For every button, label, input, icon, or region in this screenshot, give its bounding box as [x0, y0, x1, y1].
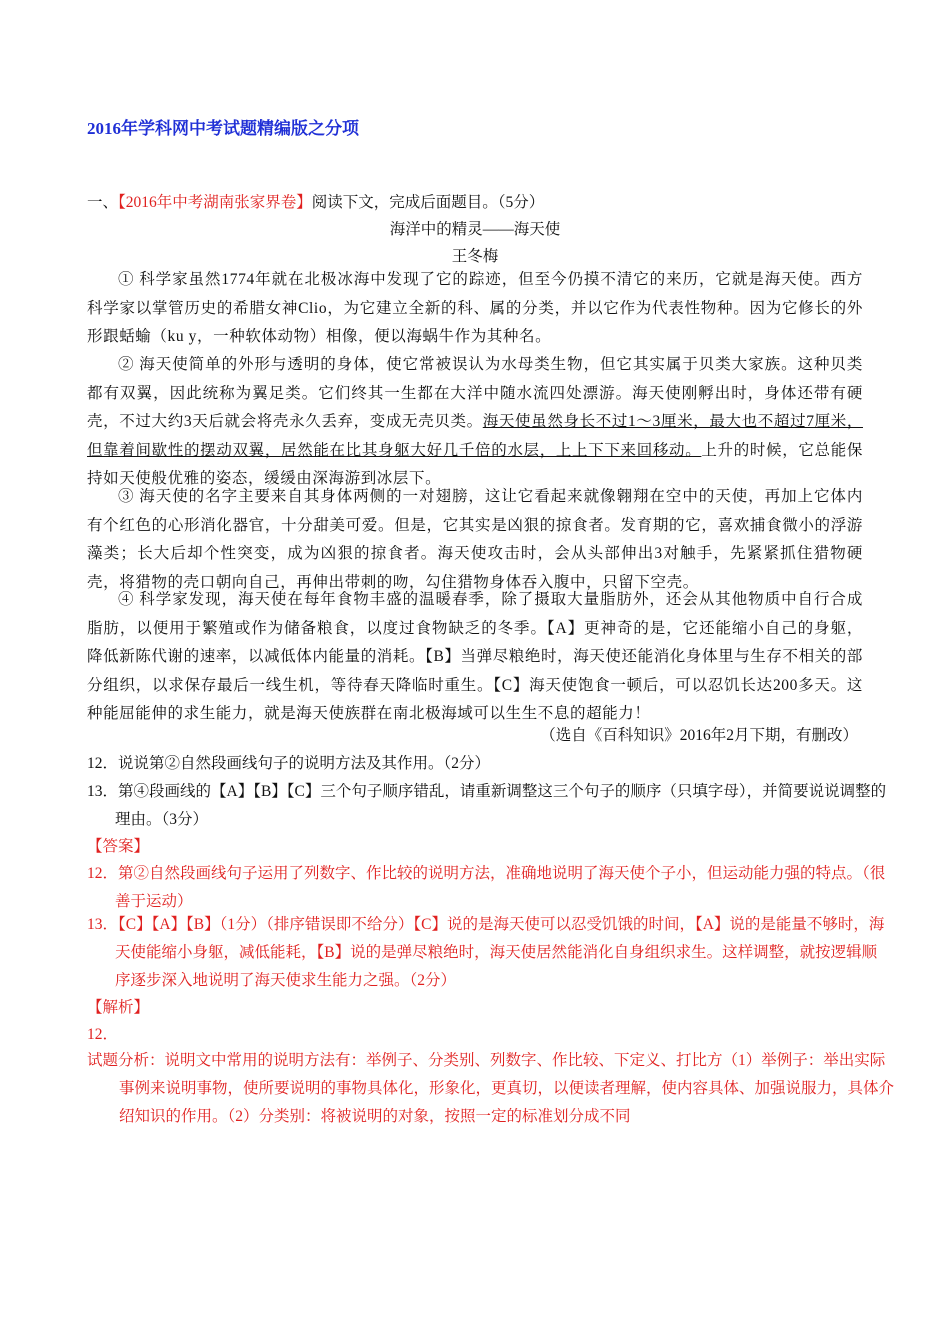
article-source-note: （选自《百科知识》2016年2月下期，有删改） [540, 727, 858, 744]
article-author: 王冬梅 [451, 248, 499, 265]
article-paragraph-4: ④ 科学家发现，海天使在每年食物丰盛的温暖春季，除了摄取大量脂肪外，还会从其他物质中自行合成脂肪，以便用于繁殖或作为储备粮食，以度过食物缺乏的冬季。【A】更神奇的是，它还能缩小自己的身躯，降低新陈代谢的速率，以减低体内能量的消耗。【B】当弹尽粮绝时，海天使还能消化身体里与生存不相关的部分组织，以求保存最后一线生机，等待春天降临时重生。【C】海天使饱食一顿后，可以忍饥长达200多天。这种能屈能伸的求生能力，就是海天使族群在南北极海域可以生生不息的超能力！ [87, 591, 863, 722]
question-12: 12．说说第②自然段画线句子的说明方法及其作用。（2分） [87, 755, 491, 772]
underlined-sentence: 海天使虽然身长不过1～3厘米，最大也不超过7厘米，但靠着间歇性的摆动双翼，居然能在比其身躯大好几千倍的水层，上上下下来回移动。 [87, 413, 863, 459]
article-paragraph-2 [87, 351, 863, 494]
question-number: 一、 [87, 194, 119, 211]
answer-13: 13．【C】【A】【B】（1分）（排序错误即不给分）【C】说的是海天使可以忍受饥饿的时间，【A】说的是能量不够时，海天使能缩小身躯，减低能耗，【B】说的是弹尽粮绝时，海天使居然能消化自身组织求生。这样调整，就按逻辑顺序逐步深入地说明了海天使求生能力之强。（2分） [87, 916, 885, 989]
paragraph-2-text-end: 上升的时候，它总能保持如天使般优雅的姿态，缓缓由深海游到冰层下。 [87, 441, 863, 487]
question-instruction: 阅读下文，完成后面题目。（5分） [311, 194, 545, 211]
answer-label: 【答案】 [87, 838, 150, 855]
source-tag: 【2016年中考湖南张家界卷】 [118, 194, 312, 211]
analysis-text: 试题分析：说明文中常用的说明方法有：举例子、分类别、列数字、作比较、下定义、打比方（1）举例子：举出实际事例来说明事物，使所要说明的事物具体化，形象化，更真切，以便读者理解，使内容具体、加强说服力，具体介绍知识的作用。（2）分类别：将被说明的对象，按照一定的标准划分成不同 [87, 1052, 895, 1125]
document-header-title: 2016年学科网中考试题精编版之分项 [87, 119, 359, 138]
question-13: 13．第④段画线的【A】【B】【C】三个句子顺序错乱，请重新调整这三个句子的顺序（只填字母），并简要说说调整的理由。（3分） [87, 783, 887, 828]
paragraph-2-text: ② 海天使简单的外形与透明的身体，使它常被误认为水母类生物，但它其实属于贝类大家族。这种贝类都有双翼，因此统称为翼足类。它们终其一生都在大洋中随水流四处漂游。海天使刚孵出时，身体还带有硬壳，不过大约3天后就会将壳永久丢弃，变成无壳贝类。 [87, 356, 863, 430]
analysis-label: 【解析】 [87, 999, 150, 1016]
article-title: 海洋中的精灵——海天使 [389, 221, 561, 238]
article-paragraph-1: ① 科学家虽然1774年就在北极冰海中发现了它的踪迹，但至今仍摸不清它的来历，它就是海天使。西方科学家以掌管历史的希腊女神Clio，为它建立全新的科、属的分类，并以它作为代表性物种。因为它修长的外形跟蛞蝓（ku y，一种软体动物）相像，便以海蜗牛作为其种名。 [87, 271, 863, 345]
question-intro [87, 190, 544, 212]
article-paragraph-3: ③ 海天使的名字主要来自其身体两侧的一对翅膀，这让它看起来就像翱翔在空中的天使，再加上它体内有个红色的心形消化器官，十分甜美可爱。但是，它其实是凶狠的掠食者。发育期的它，喜欢捕食微小的浮游藻类；长大后却个性突变，成为凶狠的掠食者。海天使攻击时，会从头部伸出3对触手，先紧紧抓住猎物硬壳，将猎物的壳口朝向自己，再伸出带刺的吻，勾住猎物身体吞入腹中，只留下空壳。 [87, 488, 863, 591]
answer-12: 12．第②自然段画线句子运用了列数字、作比较的说明方法，准确地说明了海天使个子小，但运动能力强的特点。（很善于运动） [87, 865, 886, 910]
analysis-number: 12． [87, 1026, 119, 1043]
